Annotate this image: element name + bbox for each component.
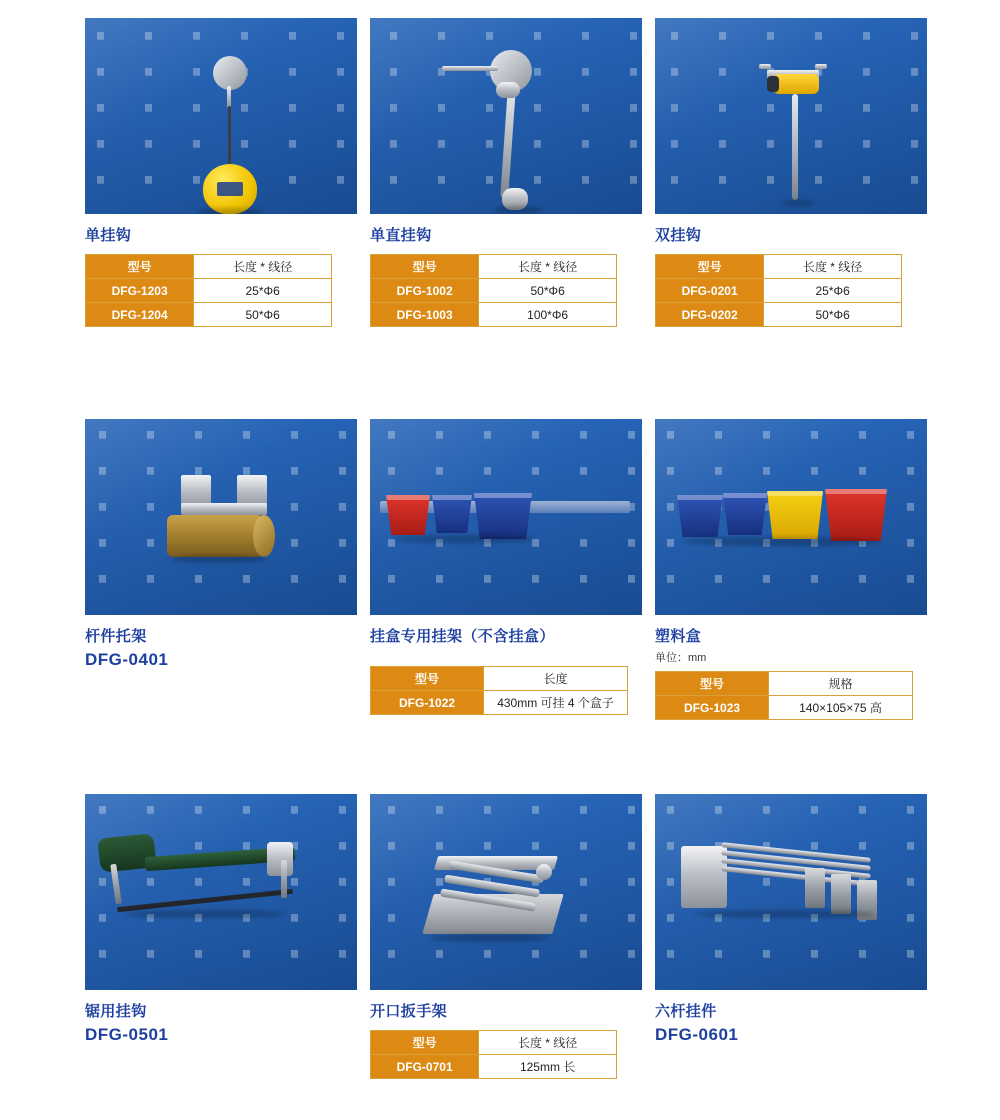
- catalog-row: [0, 18, 1000, 327]
- column-header-model: 型号: [371, 667, 484, 691]
- brass-roll-end: [253, 515, 275, 557]
- product-title: 锯用挂钩: [85, 1003, 147, 1020]
- bin-lip: [386, 495, 430, 500]
- product-photo-double-hook: [655, 18, 927, 214]
- table-header-row: [86, 255, 332, 279]
- spec-table: [655, 671, 913, 720]
- plastic-bin-blue-large: [474, 493, 532, 539]
- column-header-spec: 规格: [769, 672, 913, 696]
- photo-shadow: [171, 555, 267, 563]
- product-title: 塑料盒: [655, 628, 702, 645]
- table-row: [656, 279, 902, 303]
- product-title: 开口扳手架: [370, 1003, 448, 1020]
- column-header-spec: 长度 * 线径: [764, 255, 902, 279]
- photo-shadow: [430, 934, 550, 942]
- hook-base-plate: [213, 56, 247, 90]
- brass-roll: [167, 515, 263, 557]
- plastic-bin-blue-small: [432, 495, 472, 533]
- screwdriver-handle: [773, 74, 819, 94]
- column-header-model: 型号: [371, 1031, 479, 1055]
- product-title: 杆件托架: [85, 628, 147, 645]
- value-cell: 125mm 长: [479, 1055, 617, 1079]
- value-cell: 100*Φ6: [479, 303, 617, 327]
- product-photo-six-rod-hanger: [655, 794, 927, 990]
- table-header-row: [371, 667, 628, 691]
- product-photo-straight-hook: [370, 18, 642, 214]
- pegboard-holes: [655, 18, 927, 214]
- model-cell: DFG-1003: [371, 303, 479, 327]
- tape-measure-label: [217, 182, 243, 196]
- product-card: [85, 794, 357, 1079]
- catalog-row: [0, 419, 1000, 720]
- table-row: [86, 279, 332, 303]
- table-header-row: [371, 255, 617, 279]
- column-header-model: 型号: [371, 255, 479, 279]
- table-row: [371, 691, 628, 715]
- saw-hook-plate: [267, 842, 293, 876]
- table-row: [371, 1055, 617, 1079]
- row-spacer: [0, 327, 1000, 419]
- table-row: [371, 279, 617, 303]
- product-card: [85, 419, 357, 720]
- value-cell: 50*Φ6: [479, 279, 617, 303]
- spec-table: [85, 254, 332, 327]
- product-title: 六杆挂件: [655, 1003, 717, 1020]
- pegboard-holes: [85, 794, 357, 990]
- plastic-bin-red: [386, 495, 430, 535]
- spec-table: [655, 254, 902, 327]
- screwdriver-handle-cap: [767, 76, 779, 92]
- double-hook-prong-right: [815, 64, 827, 69]
- table-header-row: [371, 1031, 617, 1055]
- plastic-bin-red: [825, 489, 887, 541]
- photo-shadow: [394, 535, 534, 543]
- model-cell: DFG-1022: [371, 691, 484, 715]
- bin-lip: [767, 491, 823, 496]
- product-title: 双挂钩: [655, 227, 702, 244]
- straight-hook-bar: [442, 66, 498, 71]
- wrench-head-upper: [496, 82, 520, 98]
- spec-table: [370, 254, 617, 327]
- product-card: [370, 419, 642, 720]
- saw-arm-rear: [281, 860, 287, 898]
- product-card: [370, 794, 642, 1079]
- value-cell: 50*Φ6: [764, 303, 902, 327]
- model-cell: DFG-1204: [86, 303, 194, 327]
- bin-lip: [723, 493, 767, 498]
- table-row: [86, 303, 332, 327]
- model-cell: DFG-0701: [371, 1055, 479, 1079]
- table-header-row: [656, 255, 902, 279]
- double-hook-prong-left: [759, 64, 771, 69]
- product-model: DFG-0401: [85, 650, 169, 669]
- product-model: DFG-0501: [85, 1025, 169, 1044]
- table-row: [371, 303, 617, 327]
- photo-shadow: [695, 910, 875, 918]
- product-photo-wrench-rack: [370, 794, 642, 990]
- tape-strip: [228, 106, 231, 168]
- bin-lip: [474, 493, 532, 498]
- column-header-spec: 长度 * 线径: [194, 255, 332, 279]
- model-cell: DFG-0201: [656, 279, 764, 303]
- value-cell: 25*Φ6: [194, 279, 332, 303]
- photo-shadow: [683, 537, 883, 546]
- screwdriver-shaft: [792, 94, 798, 200]
- column-header-model: 型号: [656, 672, 769, 696]
- hanger-back-plate: [681, 846, 727, 908]
- bin-lip: [432, 495, 472, 500]
- product-photo-saw-hook: [85, 794, 357, 990]
- product-photo-bin-rail: [370, 419, 642, 615]
- spec-table: [370, 666, 628, 715]
- table-header-row: [656, 672, 913, 696]
- plastic-bin-blue-2: [723, 493, 767, 535]
- product-card: [655, 419, 927, 720]
- bin-lip: [825, 489, 887, 494]
- model-cell: DFG-1023: [656, 696, 769, 720]
- product-photo-plastic-bins: [655, 419, 927, 615]
- hanger-clip-2: [831, 874, 851, 914]
- product-card: [655, 794, 927, 1079]
- product-photo-rod-bracket: [85, 419, 357, 615]
- value-cell: 25*Φ6: [764, 279, 902, 303]
- model-cell: DFG-1203: [86, 279, 194, 303]
- catalog-row: [0, 794, 1000, 1079]
- hanger-clip-1: [805, 868, 825, 908]
- plastic-bin-blue: [677, 495, 723, 537]
- photo-shadow: [494, 206, 542, 213]
- product-title: 挂盒专用挂架（不含挂盒）: [370, 628, 555, 645]
- column-header-spec: 长度 * 线径: [479, 1031, 617, 1055]
- table-row: [656, 303, 902, 327]
- hook-arm: [227, 86, 231, 108]
- product-card: [655, 18, 927, 327]
- column-header-length: 长度: [484, 667, 628, 691]
- spec-table: [370, 1030, 617, 1079]
- column-header-spec: 长度 * 线径: [479, 255, 617, 279]
- product-title: 单直挂钩: [370, 227, 432, 244]
- column-header-model: 型号: [656, 255, 764, 279]
- model-cell: DFG-0202: [656, 303, 764, 327]
- photo-shadow: [781, 200, 815, 206]
- wrench-end-cap: [536, 864, 552, 880]
- model-cell: DFG-1002: [371, 279, 479, 303]
- product-card: [370, 18, 642, 327]
- value-cell: 430mm 可挂 4 个盒子: [484, 691, 628, 715]
- plastic-bin-yellow: [767, 491, 823, 539]
- product-card: [85, 18, 357, 327]
- photo-shadow: [197, 208, 263, 214]
- bin-lip: [677, 495, 723, 500]
- bracket-cradle: [181, 503, 267, 515]
- photo-shadow: [125, 910, 285, 918]
- row-spacer: [0, 720, 1000, 794]
- value-cell: 50*Φ6: [194, 303, 332, 327]
- product-model: DFG-0601: [655, 1025, 739, 1044]
- table-row: [656, 696, 913, 720]
- value-cell: 140×105×75 高: [769, 696, 913, 720]
- column-header-model: 型号: [86, 255, 194, 279]
- unit-note: 单位：mm: [655, 652, 707, 664]
- product-photo-single-hook: [85, 18, 357, 214]
- product-title: 单挂钩: [85, 227, 132, 244]
